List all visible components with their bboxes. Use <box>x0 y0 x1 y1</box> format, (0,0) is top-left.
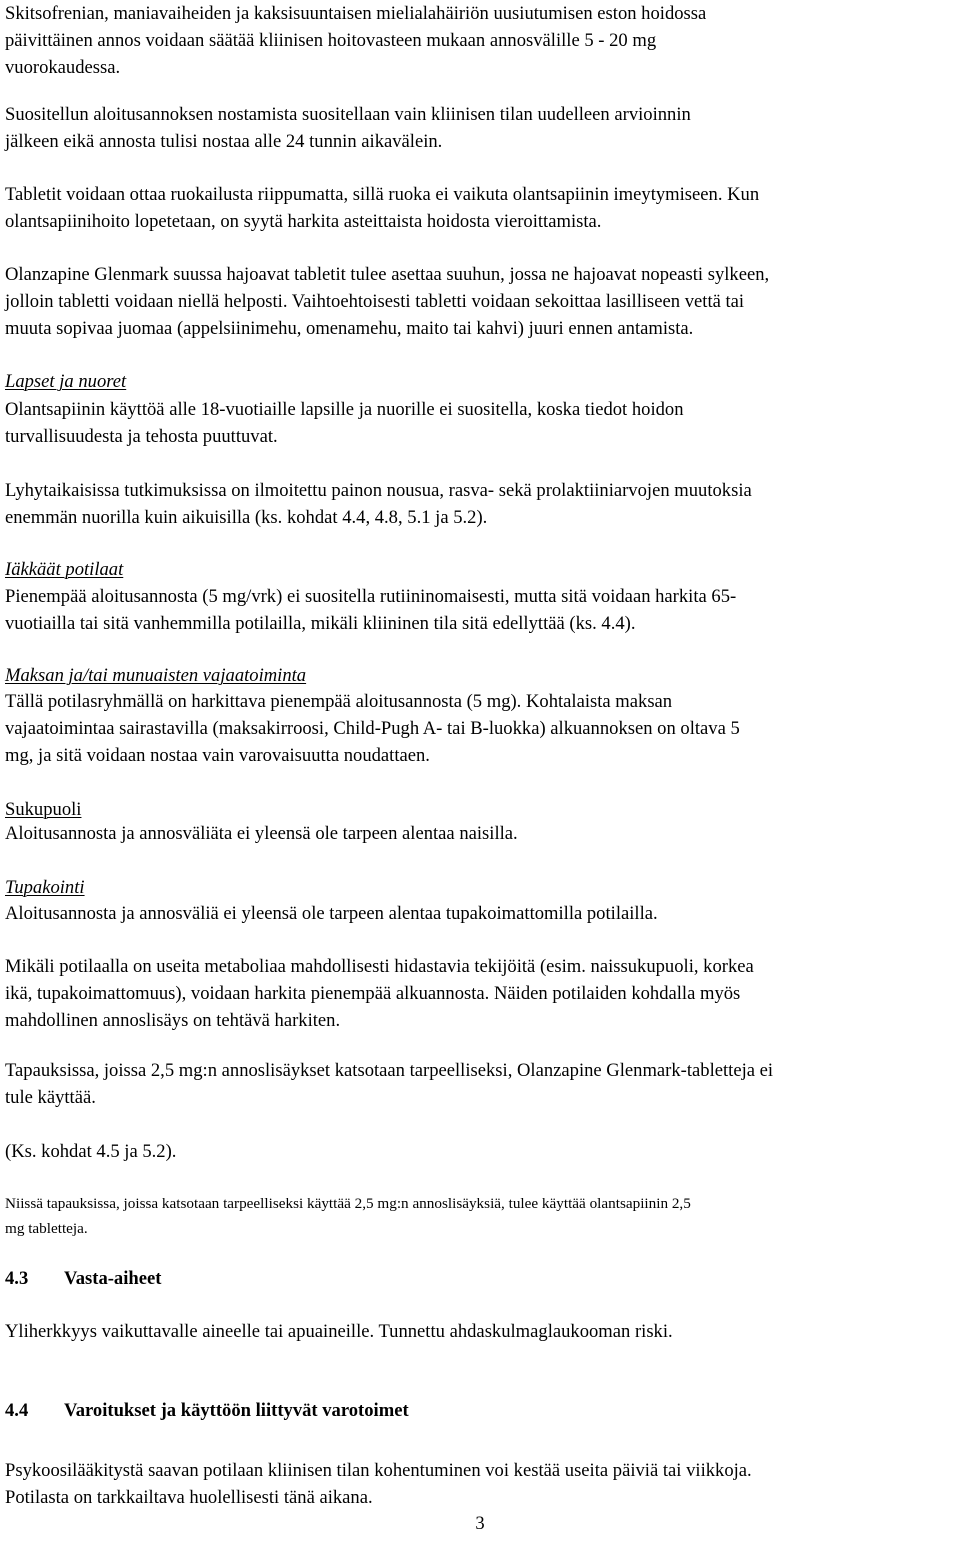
hepatic-renal-heading: Maksan ja/tai munuaisten vajaatoiminta <box>5 665 307 686</box>
small-print-paragraph: Niissä tapauksissa, joissa katsotaan tarpeelliseksi käyttää 2,5 mg:n annoslisäyksiä, tulee käyttää olantsapiinin 2,5 mg tabletteja. <box>5 1195 691 1237</box>
sex-heading: Sukupuoli <box>5 799 82 820</box>
low-dose-paragraph: Tapauksissa, joissa 2,5 mg:n annoslisäykset katsotaan tarpeelliseksi, Olanzapine Glenmark-tabletteja ei tule käyttää. <box>5 1060 774 1109</box>
section-number: 4.3 <box>5 1268 29 1289</box>
contraindications-paragraph: Yliherkkyys vaikuttavalle aineelle tai apuaineille. Tunnettu ahdaskulmaglaukooman riski. <box>5 1321 673 1342</box>
section-title: Varoitukset ja käyttöön liittyvät varotoimet <box>64 1400 409 1421</box>
smoking-paragraph: Aloitusannosta ja annosväliä ei yleensä ole tarpeen alentaa tupakoimattomilla potilailla. <box>5 903 658 924</box>
page-number: 3 <box>475 1513 485 1534</box>
adolescents-paragraph: Lyhytaikaisissa tutkimuksissa on ilmoitettu painon nousua, rasva- sekä prolaktiiniarvojen muutoksia enemmän nuorilla kuin aikuisilla (ks. kohdat 4.4, 4.8, 5.1 ja 5.2). <box>5 480 752 529</box>
sex-paragraph: Aloitusannosta ja annosväliäta ei yleensä ole tarpeen alentaa naisilla. <box>5 823 518 844</box>
smoking-heading: Tupakointi <box>5 877 85 898</box>
cross-reference-paragraph: (Ks. kohdat 4.5 ja 5.2). <box>5 1141 177 1162</box>
dose-adjustment-paragraph: Skitsofrenian, maniavaiheiden ja kaksisuuntaisen mielialahäiriön uusiutumisen eston hoidossa päivittäinen annos voidaan säätää kliinisen hoitovasteen mukaan annosvälille 5 - 20 mg vuorokaudessa. <box>5 3 707 79</box>
metabolism-paragraph: Mikäli potilaalla on useita metaboliaa mahdollisesti hidastavia tekijöitä (esim. naissukupuoli, korkea ikä, tupakoimattomuus), voidaan harkita pienempää alkuannosta. Näiden potilaiden kohdalla myös mahdollinen annoslisäys on tehtävä harkiten. <box>5 956 754 1032</box>
children-paragraph: Olantsapiinin käyttöä alle 18-vuotiaille lapsille ja nuorille ei suositella, koska tiedot hoidon turvallisuudesta ja tehosta puuttuvat. <box>5 399 684 448</box>
section-number: 4.4 <box>5 1400 29 1421</box>
orodispersible-paragraph: Olanzapine Glenmark suussa hajoavat tabletit tulee asettaa suuhun, jossa ne hajoavat nopeasti sylkeen, jolloin tabletti voidaan niellä helposti. Vaihtoehtoisesti tabletti voidaan sekoittaa lasilliseen vettä tai muuta sopivaa juomaa (appelsiinimehu, omenamehu, maito tai kahvi) juuri ennen antamista. <box>5 264 770 340</box>
hepatic-renal-paragraph: Tällä potilasryhmällä on harkittava pienempää aloitusannosta (5 mg). Kohtalaista maksan vajaatoimintaa sairastavilla (maksakirroosi, Child-Pugh A- tai B-luokka) alkuannoksen on oltava 5 mg, ja sitä voidaan nostaa vain varovaisuutta noudattaen. <box>5 691 740 767</box>
food-paragraph: Tabletit voidaan ottaa ruokailusta riippumatta, sillä ruoka ei vaikuta olantsapiinin imeytymiseen. Kun olantsapiinihoito lopetetaan, on syytä harkita asteittaista hoidosta vieroittamista. <box>5 184 760 233</box>
dose-increase-paragraph: Suositellun aloitusannoksen nostamista suositellaan vain kliinisen tilan uudelleen arvioinnin jälkeen eikä annosta tulisi nostaa alle 24 tunnin aikavälein. <box>5 104 691 153</box>
elderly-heading: Iäkkäät potilaat <box>5 559 124 580</box>
warnings-paragraph: Psykoosilääkitystä saavan potilaan kliinisen tilan kohentuminen voi kestää useita päiviä tai viikkoja. Potilasta on tarkkailtava huolellisesti tänä aikana. <box>5 1460 752 1509</box>
children-heading: Lapset ja nuoret <box>5 371 127 392</box>
elderly-paragraph: Pienempää aloitusannosta (5 mg/vrk) ei suositella rutiininomaisesti, mutta sitä voidaan harkita 65- vuotiailla tai sitä vanhemmilla potilailla, mikäli kliininen tila sitä edellyttää (ks. 4.4). <box>5 586 737 635</box>
section-title: Vasta-aiheet <box>64 1268 162 1289</box>
